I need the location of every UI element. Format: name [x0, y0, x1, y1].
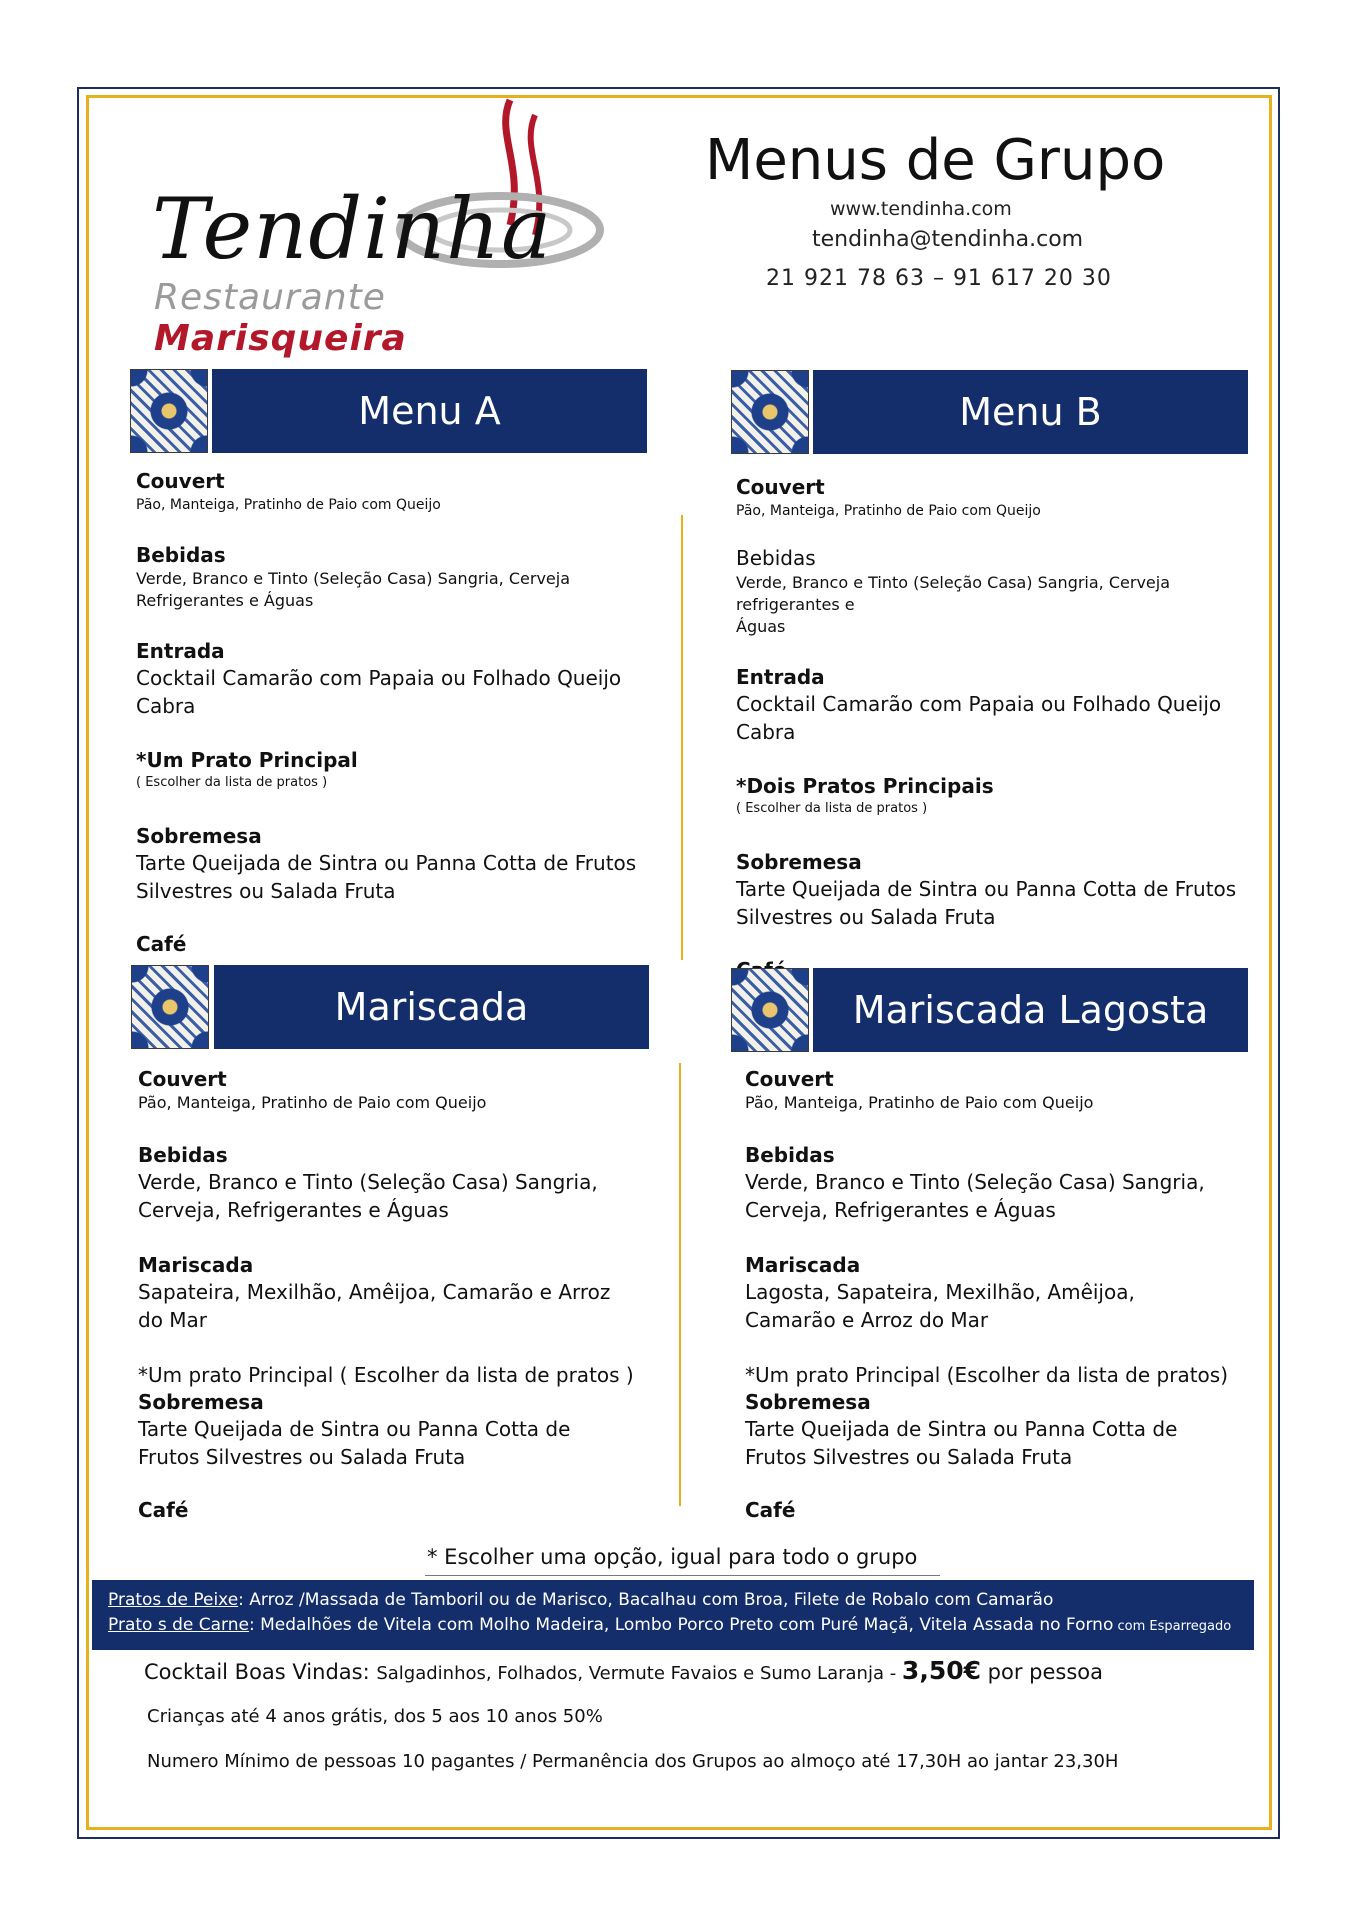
note-underline [425, 1575, 940, 1576]
menu-b-banner: Menu B [813, 370, 1248, 454]
fish-dishes-row: Pratos de Peixe: Arroz /Massada de Tamboril ou de Marisco, Bacalhau com Broa, Filete de Robalo com Camarão [108, 1590, 1054, 1610]
azulejo-tile-icon [731, 968, 809, 1052]
menu-b-content: Couvert Pão, Manteiga, Pratinho de Paio com Queijo Bebidas Verde, Branco e Tinto (Seleção Casa) Sangria, Cerveja refrigerantes e Águas Entrada Cocktail Camarão com Papaia ou Folhado Queijo Cabra *Dois Pratos Principais ( Escolher da lista de pratos ) Sobremesa Tarte Queijada de Sintra ou Panna Cotta de Frutos Silvestres ou Salada Fruta [736, 475, 1237, 929]
mariscada-lagosta-content: Couvert Pão, Manteiga, Pratinho de Paio com Queijo Bebidas Verde, Branco e Tinto (Seleção Casa) Sangria, Cerveja, Refrigerantes e Águas Mariscada Lagosta, Sapateira, Mexilhão, Amêijoa, Camarão e Arroz do Mar *Um prato Principal (Escolher da lista de pratos) Sobremesa Tarte Queijada de Sintra ou Panna Cotta de Frutos Silvestres ou Salada Fruta Café [745, 1067, 1229, 1522]
azulejo-tile-icon [731, 370, 809, 454]
logo-subtitle: Restaurante Marisqueira [154, 277, 407, 359]
restaurant-logo [140, 95, 620, 359]
mariscada-content: Couvert Pão, Manteiga, Pratinho de Paio com Queijo Bebidas Verde, Branco e Tinto (Seleção Casa) Sangria, Cerveja, Refrigerantes e Águas Mariscada Sapateira, Mexilhão, Amêijoa, Camarão e Arroz do Mar *Um prato Principal ( Escolher da lista de pratos ) Sobremesa Tarte Queijada de Sintra ou Panna Cotta de Frutos Silvestres ou Salada Fruta Café [138, 1067, 634, 1522]
minimum-persons-note: Numero Mínimo de pessoas 10 pagantes / Permanência dos Grupos ao almoço até 17,30H ao jantar 23,30H [147, 1751, 1119, 1772]
logo-script-name: Tendinha [152, 180, 553, 278]
mariscada-lagosta-banner: Mariscada Lagosta [813, 968, 1248, 1052]
welcome-cocktail-line: Cocktail Boas Vindas: Salgadinhos, Folhados, Vermute Favaios e Sumo Laranja - 3,50€ por pessoa [144, 1656, 1104, 1685]
children-pricing: Crianças até 4 anos grátis, dos 5 aos 10 anos 50% [147, 1706, 603, 1727]
page-title: Menus de Grupo [705, 128, 1166, 193]
menu-a-content: Couvert Pão, Manteiga, Pratinho de Paio com Queijo Bebidas Verde, Branco e Tinto (Seleção Casa) Sangria, Cerveja Refrigerantes e Águas Entrada Cocktail Camarão com Papaia ou Folhado Queijo Cabra *Um Prato Principal ( Escolher da lista de pratos ) Sobremesa Tarte Queijada de Sintra ou Panna Cotta de Frutos Silvestres ou Salada Fruta Café [136, 469, 637, 956]
dishes-list-panel [92, 1580, 1254, 1650]
website-link[interactable]: www.tendinha.com [830, 198, 1012, 220]
column-divider [681, 515, 683, 960]
azulejo-tile-icon [130, 369, 208, 453]
azulejo-tile-icon [131, 965, 209, 1049]
meat-dishes-row: Prato s de Carne: Medalhões de Vitela com Molho Madeira, Lombo Porco Preto com Puré Maçã, Vitela Assada no Forno com Esparregado [108, 1615, 1232, 1635]
column-divider [679, 1063, 681, 1506]
mariscada-banner: Mariscada [214, 965, 649, 1049]
menu-a-banner: Menu A [212, 369, 647, 453]
phone-numbers: 21 921 78 63 – 91 617 20 30 [766, 266, 1112, 291]
group-choice-note: * Escolher uma opção, igual para todo o grupo [427, 1545, 918, 1569]
email-link[interactable]: tendinha@tendinha.com [812, 227, 1084, 252]
